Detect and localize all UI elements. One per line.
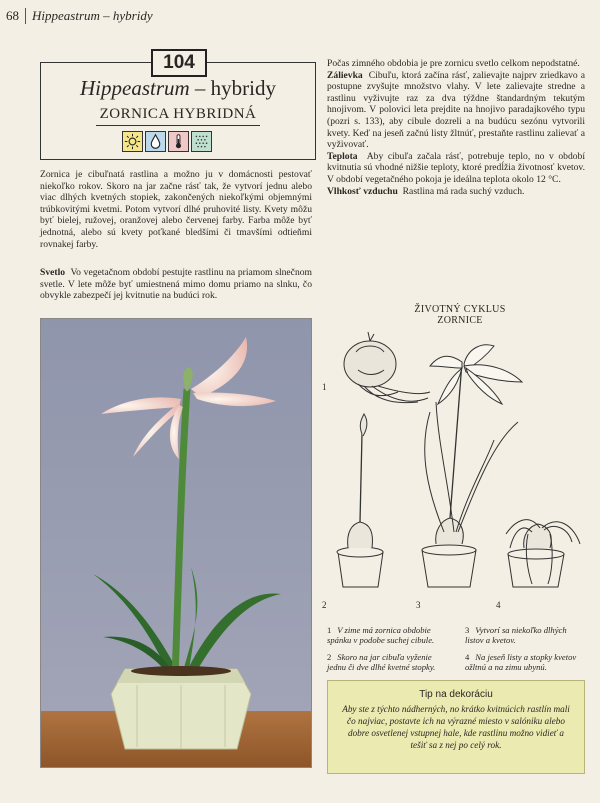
caption-1: 1 V zime má zornica obdobie spánku v podobe suchej cibule.: [327, 625, 435, 646]
plant-photo: [40, 318, 312, 768]
title-box-top-right: [204, 62, 315, 63]
plant-number: 104: [151, 49, 207, 77]
watering-paragraph: [327, 70, 585, 151]
light-paragraph: [40, 267, 312, 302]
caption-2: 2 Skoro na jar cibuľa vyženie jednu či dve dlhé kvetné stopky.: [327, 652, 436, 673]
light-text: Vo vegetačnom období pestujte rastlinu na priamom slnečnom svetle. V lete môže byť umiestnená mimo domu priamo na slnku, čo obvykle zabezpečí jej kvitnutie na budúci rok.: [40, 267, 312, 302]
decoration-tip-box: [327, 680, 585, 774]
stage-number-4: 4: [496, 600, 501, 610]
right-column-text: [327, 58, 585, 197]
running-header: [6, 8, 153, 24]
water-drop-icon: [145, 131, 166, 152]
care-icons: [122, 131, 212, 152]
running-title: Hippeastrum – hybridy: [32, 8, 153, 23]
light-label: Svetlo: [40, 267, 66, 278]
lifecycle-title: ŽIVOTNÝ CYKLUS ZORNICE: [414, 304, 506, 326]
title-box-top-left: [40, 62, 151, 63]
plant-title-rest: – hybridy: [189, 76, 276, 100]
intro-paragraph: Zornica je cibuľnatá rastlina a možno ju v domácnosti pestovať niekoľko rokov. Skoro na jar začne rásť tak, že vytvorí jednu alebo viac dlhých kvetných stopiek, zakončených niekoľkými objemnými trúbkovitými kvetmi. Potom vytvorí dlhé pruhovité listy. Kvety môžu byť bielej, ružovej, oranžovej alebo červenej farby. Farba môže byť jednotná, alebo sú kvety poťkané bledšími či tmavšími odtieňmi rovnakej farby.: [40, 169, 312, 250]
watering-text: Cibuľu, ktorá začína rásť, zalievajte najprv zriedkavo a postupne zvyšujte množstvo vlahy. V lete zalievajte stredne a rastlinu vyživujte raz za dva týždne štandardným tekutým hnojivom. V polovici leta prejdite na hnojivo paradajkového typu (pozri s. 133), aby cibule dozreli a na budúcu sezónu vytvorili kvety. Keď na jeseň začnú listy žltnúť, prestaňte rastlinu zalievať a vyživovať.: [327, 69, 586, 151]
humidity-label: Vlhkosť vzduchu: [327, 185, 398, 197]
thermometer-icon: [168, 131, 189, 152]
common-name-underline: [96, 125, 260, 126]
watering-label: Zálievka: [327, 69, 363, 81]
common-name: ZORNICA HYBRIDNÁ: [99, 106, 257, 122]
plant-title: [40, 76, 316, 101]
light-continued: Počas zimného obdobia je pre zornicu svetlo celkom nepodstatné.: [327, 58, 580, 69]
caption-3: 3 Vytvorí sa niekoľko dlhých listov a kvetov.: [465, 625, 567, 646]
humidity-paragraph: [327, 186, 585, 198]
temperature-text: Aby cibuľa začala rásť, potrebuje teplo, no v období kvitnutia sú vhodné nižšie teploty, ktoré predĺžia životnosť kvetov. V období vegetačného pokoja je ideálna teplota okolo 12 °C.: [327, 150, 586, 185]
humidity-dots-icon: [191, 131, 212, 152]
stage-number-3: 3: [416, 600, 421, 610]
temperature-paragraph: [327, 151, 585, 186]
humidity-text: Rastlina má rada suchý vzduch.: [402, 185, 525, 197]
caption-4: 4 Na jeseň listy a stopky kvetov ožltnú a na zimu ubynú.: [465, 652, 577, 673]
tip-text: Aby ste z týchto nádherných, no krátko kvitnúcich rastlín mali čo najviac, postavte ich na výrazné miesto v salóniku alebo dobre osvetlenej vstupnej hale, kde rastlinu možno vidieť a tešiť sa z nej po celý rok.: [342, 704, 570, 750]
sun-icon: [122, 131, 143, 152]
page-number: 68: [6, 8, 26, 24]
temperature-label: Teplota: [327, 150, 358, 162]
stage-number-1: 1: [322, 382, 327, 392]
stage-number-2: 2: [322, 600, 327, 610]
plant-genus: Hippeastrum: [80, 76, 190, 100]
lifecycle-drawing: [318, 322, 592, 614]
tip-heading: Tip na dekoráciu: [419, 689, 493, 700]
